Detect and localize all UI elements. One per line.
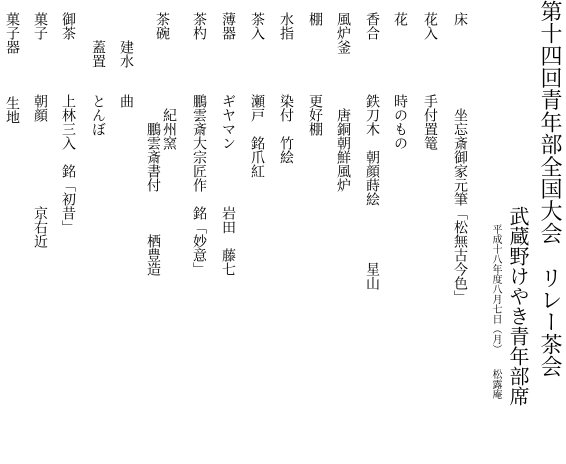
entry-hanaire-text: 手付置篭 bbox=[422, 80, 438, 150]
entry-mizusashi-label: 水指 bbox=[278, 12, 294, 40]
entry-chaire-label: 茶入 bbox=[249, 12, 265, 40]
entry-chaire-text: 瀬戸 銘爪紅 bbox=[249, 80, 265, 178]
entry-futaoki-label: 蓋置 bbox=[90, 40, 106, 68]
entry-furogama-label: 風炉釜 bbox=[335, 12, 351, 54]
entry-kogo-label: 香合 bbox=[364, 12, 380, 40]
entry-chashaku-label: 茶杓 bbox=[191, 12, 207, 40]
entry-furogama-text: 唐銅朝鮮風炉 bbox=[335, 108, 351, 192]
entry-chashaku-text: 鵬雲斎大宗匠作 銘「妙意」 bbox=[191, 80, 207, 276]
entry-kogo-text: 鉄刀木 朝顔蒔絵 星山 bbox=[364, 80, 380, 290]
entry-chawan-label: 茶碗 bbox=[154, 12, 170, 40]
entry-toko-text: 坐忘斎御家元筆「松無古今色」 bbox=[452, 80, 468, 304]
entry-tana-text: 更好棚 bbox=[307, 80, 323, 136]
entry-chawan-text: 紀州窯 bbox=[161, 108, 177, 150]
entry-ocha-label: 御茶 bbox=[60, 12, 76, 40]
entry-kashi-text: 朝顔 京右近 bbox=[32, 80, 48, 248]
entry-kensui-text: 曲 bbox=[118, 80, 134, 108]
entry-kiji-label: 生地 bbox=[4, 96, 20, 124]
entry-mizusashi-text: 染付 竹絵 bbox=[278, 80, 294, 164]
page-title: 第十四回青年部全国大会 リレー茶会 bbox=[537, 0, 562, 378]
entry-kashiki-label: 菓子器 bbox=[4, 12, 20, 54]
entry-futaoki-text: とんぼ bbox=[90, 80, 106, 136]
date-venue-line: 平成十八年度八月七日（月） 松露庵 bbox=[490, 224, 501, 399]
entry-chawan-text-2: 鵬雲斎書付 栖豊造 bbox=[145, 80, 161, 276]
subtitle-seat-name: 武蔵野けやき青年部席 bbox=[506, 206, 530, 406]
entry-usuki-text: ギヤマン 岩田 藤七 bbox=[220, 80, 236, 276]
entry-usuki-label: 薄器 bbox=[220, 12, 236, 40]
entry-tana-label: 棚 bbox=[307, 12, 323, 26]
entry-ocha-text: 上林三入 銘「初昔」 bbox=[60, 80, 76, 234]
entry-hanaire-label: 花入 bbox=[422, 12, 438, 40]
entry-hana-label: 花 bbox=[392, 12, 408, 26]
entry-toko-label: 床 bbox=[452, 12, 468, 26]
entry-kashi-label: 菓子 bbox=[32, 12, 48, 40]
entry-kensui-label: 建水 bbox=[118, 40, 134, 68]
entry-hana-text: 時のもの bbox=[392, 80, 408, 150]
